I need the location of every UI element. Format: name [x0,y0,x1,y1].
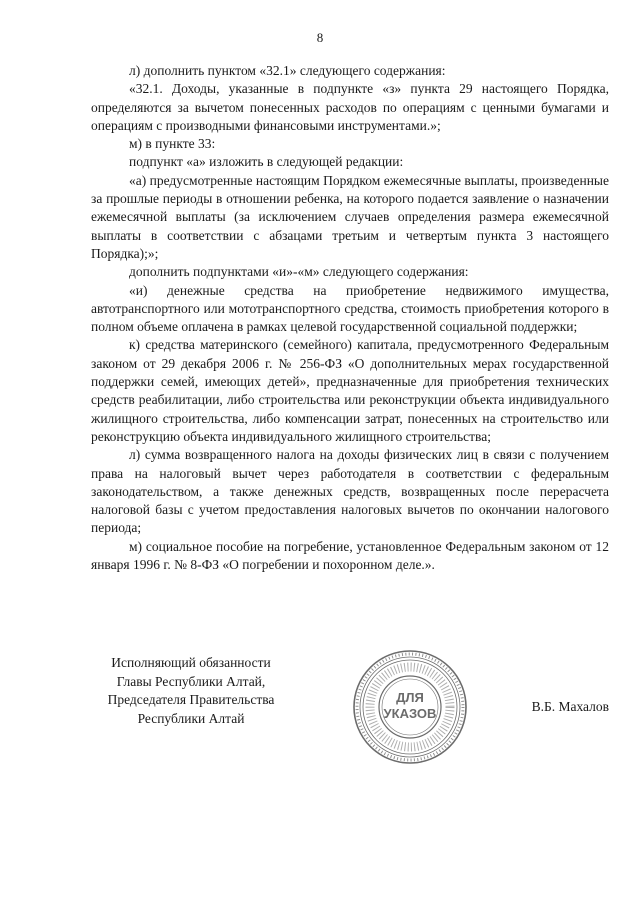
official-seal [351,648,469,766]
paragraph: дополнить подпунктами «и»-«м» следующего содержания: [129,264,469,280]
signature-block [91,654,609,764]
paragraph: «32.1. Доходы, указанные в подпункте «з» пункта 29 настоящего Порядка, определяются за вычетом понесенных расходов по операциям с ценными бумагами и операциям с производными финансовыми инструментами.»; [91,81,609,133]
paragraph: л) дополнить пунктом «32.1» следующего содержания: [129,63,446,78]
paragraph: м) в пункте 33: [129,136,216,152]
position-line: Республики Алтай [137,710,245,726]
stamp-text-line2: УКАЗОВ [383,706,437,721]
paragraph: м) социальное пособие на погребение, установленное Федеральным законом от 12 января 1996 г. № 8-ФЗ «О погребении и похоронном деле.». [91,538,609,573]
position-line: Председателя Правительства [107,692,275,707]
paragraph: л) сумма возвращенного налога на доходы физических лиц в связи с получением права на налоговый вычет через работодателя в соответствии с федеральным законодательством, а также денежных средств, возвращенных после перерасчета налоговой базы с учетом предоставления налоговых вычетов по окончании налогового периода; [91,447,609,536]
paragraph: подпункт «а» изложить в следующей редакции: [129,154,404,170]
position-line: Исполняющий обязанности [111,655,271,670]
paragraph: «а) предусмотренные настоящим Порядком ежемесячные выплаты, произведенные за прошлые периоды в отношении ребенка, на которого подается заявление о назначении ежемесячной выплаты (за исключением случаев определения размера ежемесячной выплаты в соответствии с абзацами третьим и четвертым пункта 3 настоящего Порядка);»; [91,172,609,261]
page-number: 8 [316,30,324,45]
paragraph: «и) денежные средства на приобретение недвижимого имущества, автотранспортного или мототранспортного средства, стоимость приобретения которого в полном объеме оплачена в рамках целевой государственной социальной поддержки; [91,282,609,335]
position-line: Главы Республики Алтай, [116,673,266,689]
signatory-name: В.Б. Махалов [531,699,609,714]
signatory-position [91,654,291,728]
document-body [91,62,609,574]
stamp-text-line1: ДЛЯ [396,690,424,705]
paragraph: к) средства материнского (семейного) капитала, предусмотренного Федеральным законом от 29 декабря 2006 г. № 256-ФЗ «О дополнительных мерах государственной поддержки семей, имеющих детей», предназначенные для приобретения технических средств реабилитации, либо строительства или реконструкции объекта индивидуального жилищного строительства, либо компенсации затрат, понесенных на строительство или реконструкцию объекта индивидуального жилищного строительства; [91,337,609,444]
